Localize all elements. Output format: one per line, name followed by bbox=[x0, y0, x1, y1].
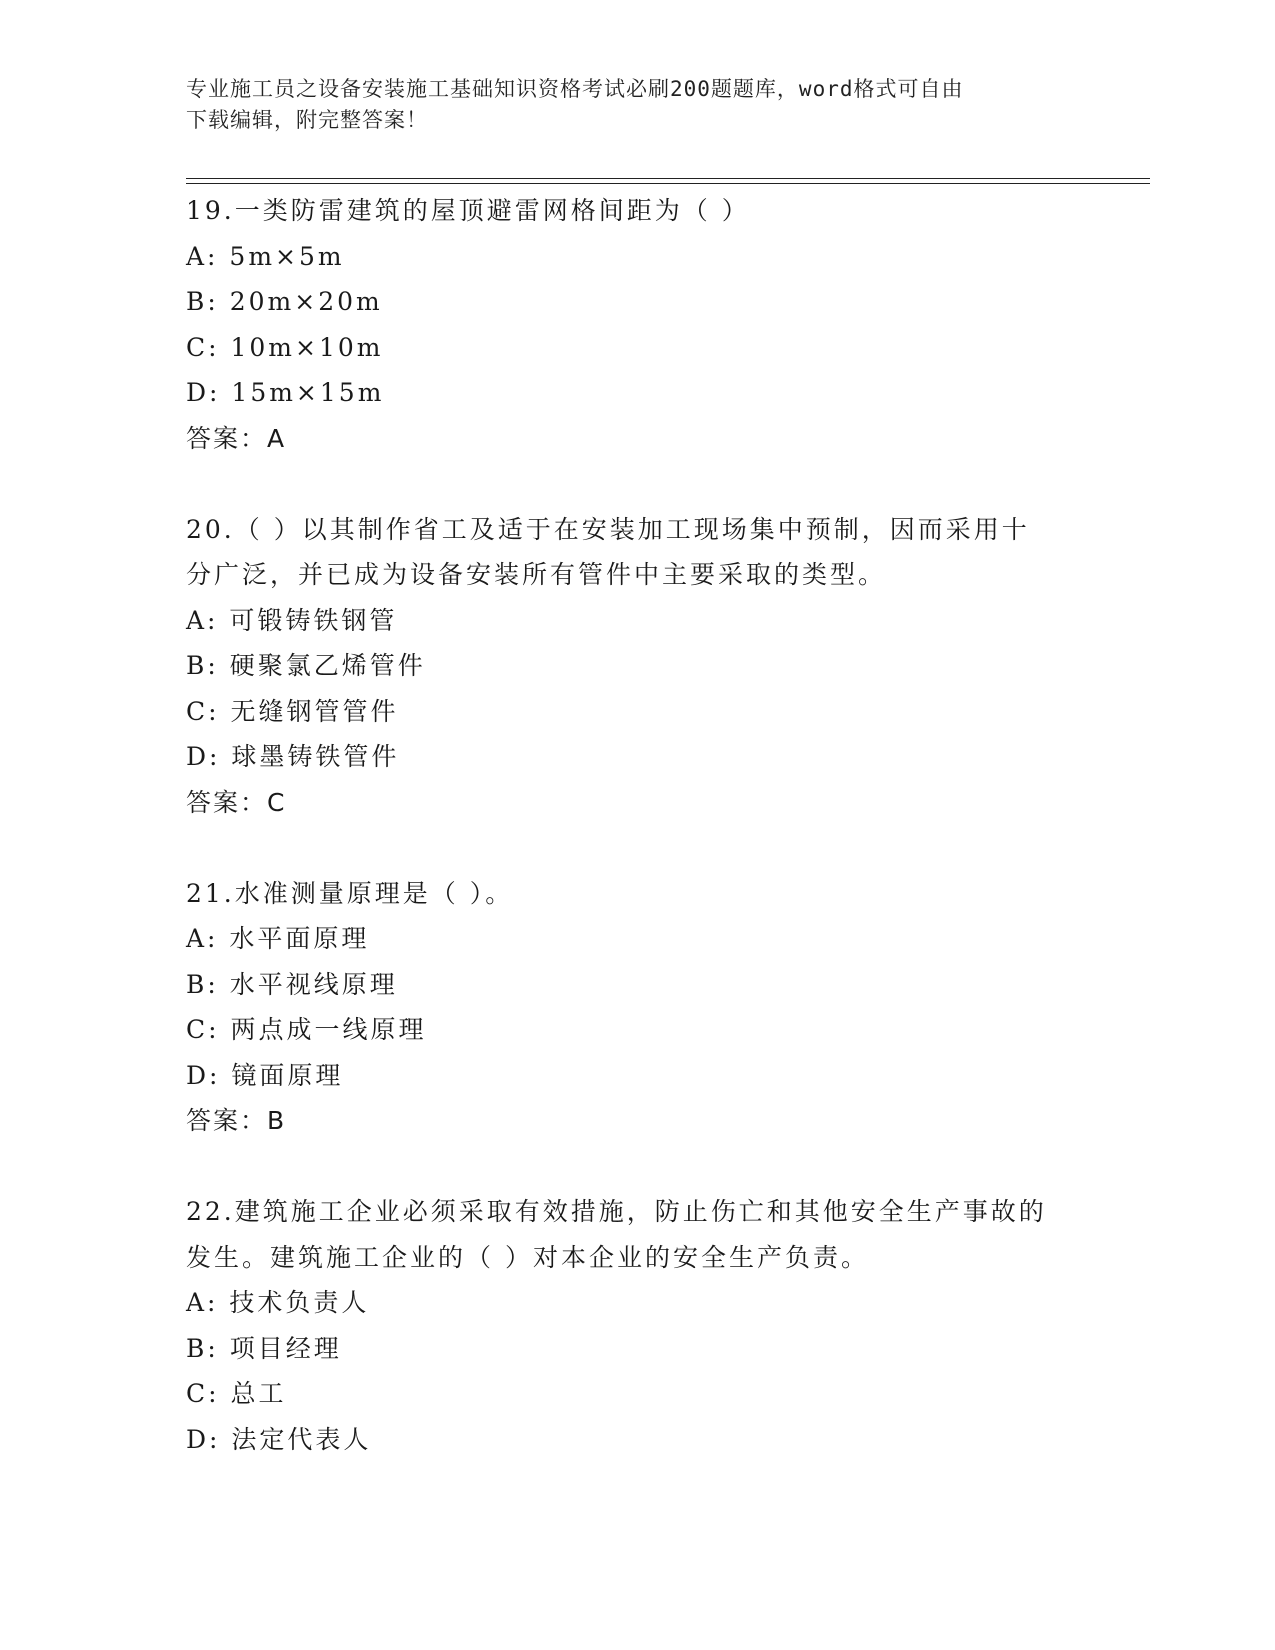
header-line-1: 专业施工员之设备安装施工基础知识资格考试必刷200题题库，word格式可自由 bbox=[186, 77, 964, 101]
question-22 bbox=[186, 1189, 1086, 1462]
option-b: B: 项目经理 bbox=[186, 1333, 342, 1363]
question-list bbox=[186, 188, 1086, 1462]
option-a: A: 5m×5m bbox=[186, 241, 345, 271]
document-header bbox=[186, 74, 1086, 136]
answer-label: 答案：C bbox=[186, 787, 287, 817]
question-stem-cont: 分广泛，并已成为设备安装所有管件中主要采取的类型。 bbox=[186, 560, 887, 589]
option-c: C: 两点成一线原理 bbox=[186, 1015, 427, 1044]
option-c: C: 无缝钢管管件 bbox=[186, 696, 399, 726]
question-20 bbox=[186, 507, 1086, 826]
option-b: B: 硬聚氯乙烯管件 bbox=[186, 651, 426, 680]
question-stem: 19.一类防雷建筑的屋顶避雷网格间距为（ ） bbox=[186, 196, 750, 225]
option-a: A: 可锻铸铁钢管 bbox=[186, 605, 398, 635]
question-stem-cont: 发生。建筑施工企业的（ ）对本企业的安全生产负责。 bbox=[186, 1242, 869, 1272]
option-d: D: 镜面原理 bbox=[186, 1060, 344, 1090]
question-stem: 22.建筑施工企业必须采取有效措施，防止伤亡和其他安全生产事故的 bbox=[186, 1197, 1047, 1226]
header-line-2: 下载编辑，附完整答案！ bbox=[186, 108, 428, 132]
option-a: A: 水平面原理 bbox=[186, 924, 370, 953]
option-b: B: 20m×20m bbox=[186, 287, 383, 316]
answer-label: 答案：B bbox=[186, 1106, 287, 1135]
option-d: D: 法定代表人 bbox=[186, 1424, 372, 1454]
option-a: A: 技术负责人 bbox=[186, 1288, 370, 1317]
option-d: D: 球墨铸铁管件 bbox=[186, 742, 400, 771]
option-c: C: 10m×10m bbox=[186, 332, 384, 362]
option-b: B: 水平视线原理 bbox=[186, 969, 398, 999]
question-stem: 20.（ ）以其制作省工及适于在安装加工现场集中预制，因而采用十 bbox=[186, 514, 1030, 544]
answer-label: 答案：A bbox=[186, 423, 287, 453]
question-19 bbox=[186, 188, 1086, 461]
header-divider-top bbox=[186, 178, 1150, 179]
header-divider-bottom bbox=[186, 183, 1150, 184]
option-d: D: 15m×15m bbox=[186, 378, 385, 407]
question-21 bbox=[186, 871, 1086, 1144]
question-stem: 21.水准测量原理是（ ）。 bbox=[186, 878, 514, 908]
option-c: C: 总工 bbox=[186, 1379, 287, 1408]
